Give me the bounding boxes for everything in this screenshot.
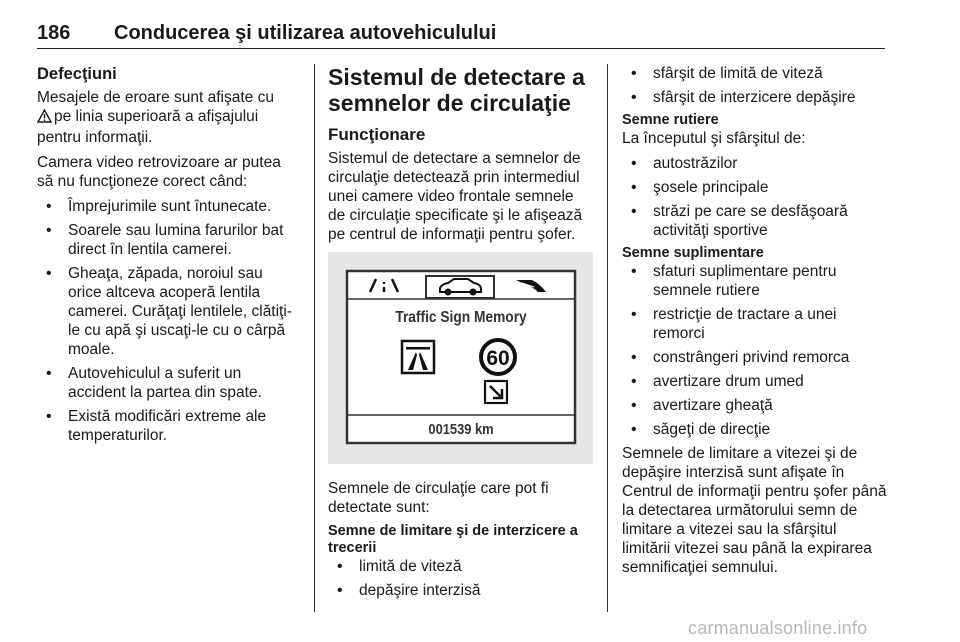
column-divider — [607, 64, 608, 612]
list-item: • avertizare drum umed — [622, 372, 888, 391]
direction-arrow-sign-icon — [485, 381, 507, 403]
speed-limit-sign-icon — [481, 340, 515, 374]
odometer-readout: 001539 km — [428, 420, 494, 438]
list-item: • sfârşit de limită de viteză — [622, 64, 888, 83]
column-right — [622, 64, 888, 583]
list-item: • limită de viteză — [328, 557, 594, 576]
subheading-additional-signs: Semne suplimentare — [622, 245, 764, 261]
list-item: • avertizare gheaţă — [622, 396, 888, 415]
list-item: • Împrejurimile sunt întunecate. — [37, 197, 299, 216]
subheading-operation: Funcţionare — [328, 125, 426, 144]
section-title-traffic-sign: Sistemul de detectare a semnelor de circulaţie — [328, 64, 585, 116]
paragraph-error-messages: Mesajele de eroare sunt afişate cu pe linia superioară a afişajului pentru informaţii. — [37, 89, 274, 146]
list-item: • săgeţi de direcţie — [622, 420, 888, 439]
column-divider — [314, 64, 315, 612]
list-item: • Gheaţa, zăpada, noroiul sau orice altceva acoperă lentila camerei. Curăţaţi lentilele, clătiţi-le cu apă şi uscaţi-le cu o cârpă moale. — [37, 264, 299, 359]
subheading-limit-signs: Semne de limitare şi de interzicere a trecerii — [328, 523, 578, 556]
warning-triangle-icon — [37, 109, 52, 128]
section-heading-defects: Defecţiuni — [37, 65, 117, 83]
paragraph-system-description: Sistemul de detectare a semnelor de circulaţie detectează prin intermediul unei camere video frontale semnele de circulaţie specificate şi le afişează pe centrul de informaţii pentru şofer. — [328, 150, 583, 243]
motorway-sign-icon — [402, 341, 434, 373]
paragraph-display-duration: Semnele de limitare a vitezei şi de depăşire interzisă sunt afişate în Centrul de informaţii pentru şofer până la detectarea următorului semn de limitare a vitezei sau la sfârşitul limitării vitezei sau până la expirarea semnificaţiei semnului. — [622, 445, 887, 576]
paragraph-road-signs: La începutul şi sfârşitul de: — [622, 130, 806, 147]
list-item: • depăşire interzisă — [328, 581, 594, 600]
paragraph-detectable-signs: Semnele de circulaţie care pot fi detectate sunt: — [328, 480, 549, 516]
driver-info-display — [328, 252, 593, 464]
column-left — [37, 64, 299, 450]
traffic-sign-memory-label: Traffic Sign Memory — [395, 308, 527, 327]
list-item: • sfârşit de interzicere depăşire — [622, 88, 888, 107]
bullet-list-limit-signs — [328, 557, 594, 600]
list-item: • Există modificări extreme ale temperaturilor. — [37, 407, 299, 445]
list-item: • constrângeri privind remorca — [622, 348, 888, 367]
chapter-title: Conducerea şi utilizarea autovehiculului — [114, 22, 497, 44]
page-header — [37, 22, 885, 49]
list-item: • restricţie de tractare a unei remorci — [622, 305, 888, 343]
list-item: • sfaturi suplimentare pentru semnele rutiere — [622, 262, 888, 300]
list-item: • străzi pe care se desfăşoară activităţi sportive — [622, 202, 888, 240]
watermark: carmanualsonline.info — [688, 618, 868, 638]
list-item: • autostrăzilor — [622, 154, 888, 173]
paragraph-camera: Camera video retrovizoare ar putea să nu funcţioneze corect când: — [37, 154, 281, 190]
speed-limit-value: 60 — [486, 347, 510, 370]
subheading-road-signs: Semne rutiere — [622, 112, 719, 128]
bullet-list-end-signs — [622, 64, 888, 107]
list-item: • Autovehiculul a suferit un accident la partea din spate. — [37, 364, 299, 402]
bullet-list-camera-conditions — [37, 197, 299, 445]
list-item: • şosele principale — [622, 178, 888, 197]
bullet-list-road-types — [622, 154, 888, 240]
page-number: 186 — [37, 22, 71, 44]
column-middle — [328, 64, 594, 605]
list-item: • Soarele sau lumina farurilor bat direct în lentila camerei. — [37, 221, 299, 259]
bullet-list-additional-signs — [622, 262, 888, 439]
driver-info-display-figure — [328, 252, 593, 464]
